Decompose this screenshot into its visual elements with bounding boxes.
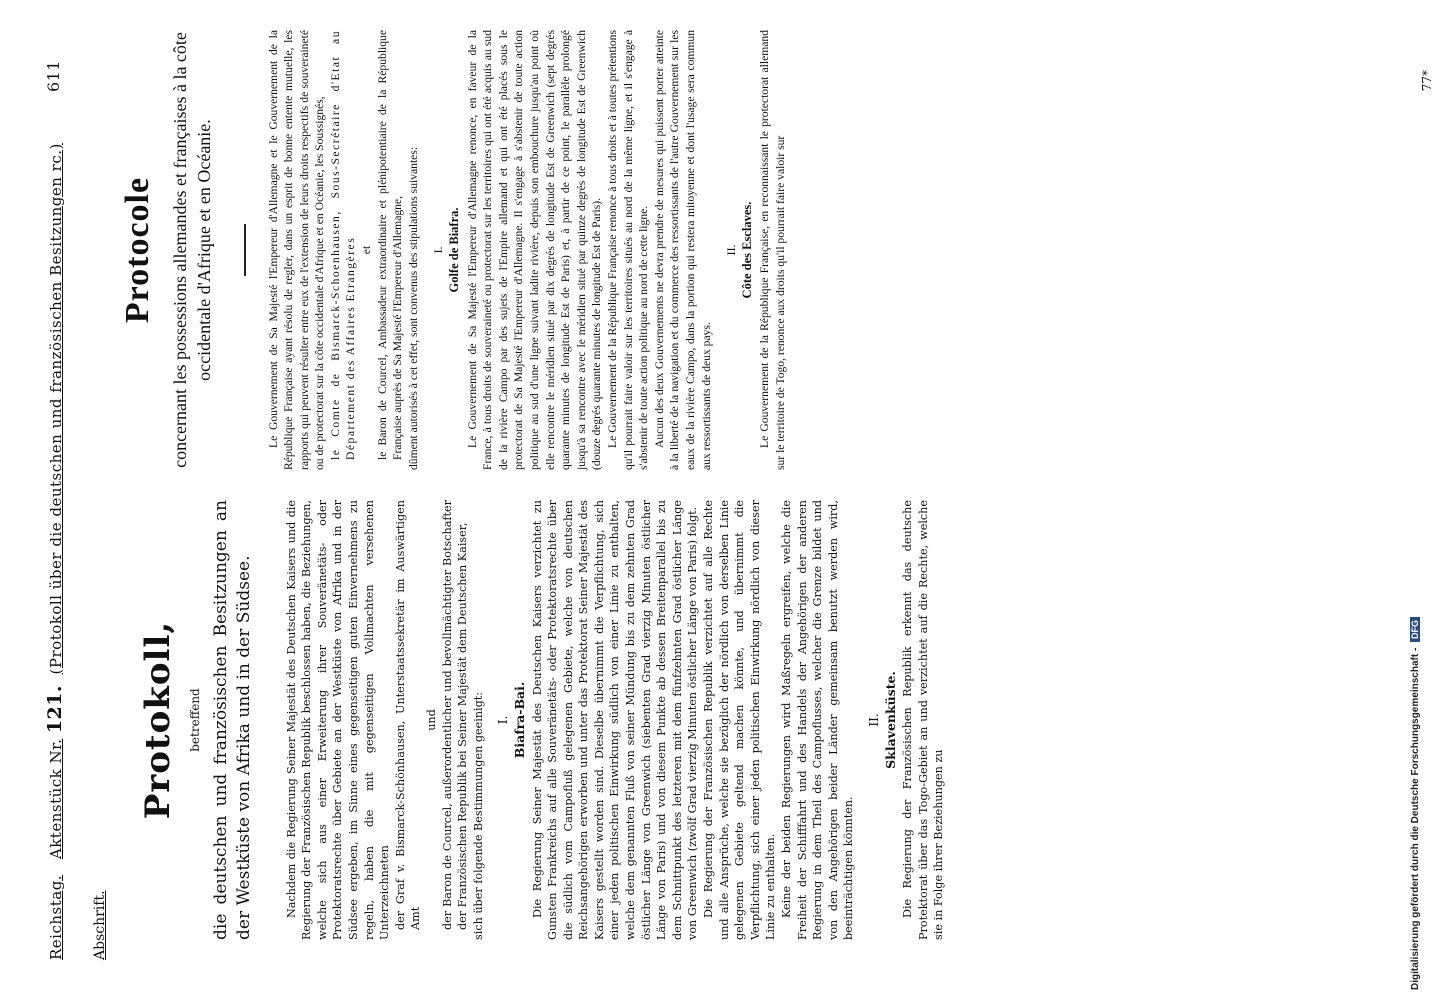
german-betreffend: betreffend <box>188 688 202 752</box>
french-intro: Le Gouvernement de Sa Majesté l'Empereur d'Allemagne et le Gouvernement de la République Française ayant résolu de regler, dans un esprit de bonne entente mutuelle, les rapports qui peuvent résulter entre eux de l'extension de leurs droits respectifs de souveraineté ou de protectorat sur la côte occidentale d'Afrique et en Océanie, les Soussignés, <box>266 30 327 470</box>
german-party-courcel: der Baron de Courcel, außerordentlicher und bevollmächtigter Botschafter der Französischen Republik bei Seiner Majestät dem Deutschen Kaiser, <box>440 500 470 930</box>
digitization-credit <box>1410 0 1421 990</box>
page-number: 611 <box>44 60 63 93</box>
german-section-2-number: II. <box>866 713 881 727</box>
abschrift-label: Abschrift. <box>92 890 108 960</box>
german-section-1-para-1: Die Regierung Seiner Majestät des Deutschen Kaisers verzichtet zu Gunsten Frankreichs auf alle Souveränetäts- oder Protektoratsrechte über die südlich vom Campofluß gelegenen Gebiete, welche von deutschen Reichsangehörigen erworben und unter das Protektorat Seiner Majestät des Kaisers gestellt worden sind. Dieselbe übernimmt die Verpflichtung, sich einer jeden politischen Einwirkung südlich von einer Linie zu enthalten, welche dem genannten Fluß von seiner Mündung bis zu dem zehnten Grad östlicher Länge von Greenwich (siebenten Grad vierzig Minuten östlicher Länge von Paris) und von diesem Punkte ab dessen Breitenparallel bis zu dem Schnittpunkt des letzteren mit dem fünfzehnten Grad östlicher Länge von Greenwich (zwölf Grad vierzig Minuten östlicher Länge von Paris) folgt. <box>530 500 700 940</box>
german-agreed: sich über folgende Bestimmungen geeinigt: <box>471 691 485 940</box>
header-left <box>44 143 66 960</box>
german-section-1-number: I. <box>496 715 511 725</box>
digitization-text: Digitalisierung gefördert durch die Deutsche Forschungsgemeinschaft - <box>1410 647 1421 990</box>
german-column <box>80 500 947 940</box>
french-et: et <box>360 245 374 255</box>
dfg-logo: DFG <box>1410 617 1420 642</box>
french-party-bismarck: le Comte de Bismarck-Schoenhausen, Sous-Secrétaire d'Etat au Département des Affaires Etrangères <box>328 30 358 460</box>
german-party-bismarck: der Graf v. Bismarck-Schönhausen, Unterstaatssekretär im Auswärtigen Amt <box>393 500 423 930</box>
french-section-1-number: I. <box>431 246 446 254</box>
french-section-2-number: II. <box>724 244 739 256</box>
german-und: und <box>424 709 438 731</box>
header-aktenstueck: Aktenstück Nr. <box>47 738 65 860</box>
french-section-2-para-1: Le Gouvernement de la République Française, en reconnaissant le protectorat allemand sur le territoire de Togo, renonce aux droits qu'il pourrait faire valoir sur <box>758 30 787 470</box>
title-divider <box>244 224 246 276</box>
german-title: Protokoll, <box>138 620 178 820</box>
german-subtitle: die deutschen und französischen Besitzungen an der Westküste von Afrika und in der Südsee. <box>210 500 254 940</box>
french-party-courcel: le Baron de Courcel, Ambassadeur extraordinaire et plénipotentiaire de la République Française auprès de Sa Majesté l'Empereur d'Allemagne, <box>375 30 405 460</box>
german-section-1-para-3: Keine der beiden Regierungen wird Maßregeln ergreifen, welche die Freiheit der Schifffahrt und des Handels der Angehörigen der anderen Regierung in dem Theil des Campoflusses, welcher die Grenze bildet und von den Angehörigen beider Länder gemeinsam benutzt werden wird, beeinträchtigen könnten. <box>780 500 856 940</box>
signature-mark: 77* <box>1420 70 1434 92</box>
french-section-2-title: Côte des Esclaves. <box>739 201 754 299</box>
german-section-2-para-1: Die Regierung der Französischen Republik erkennt das deutsche Protektorat über das Togo-Gebiet an und verzichtet auf die Rechte, welche sie in Folge ihrer Beziehungen zu <box>901 500 946 940</box>
german-intro: Nachdem die Regierung Seiner Majestät des Deutschen Kaisers und die Regierung der Französischen Republik beschlossen haben, die Beziehungen, welche sich aus einer Erweiterung ihrer Souveränetäts- oder Protektoratsrechte über Gebiete an der Westküste von Afrika und in der Südsee ergeben, im Sinne eines gegenseitigen guten Einvernehmens zu regeln, haben die mit gegenseitigen Vollmachten versehenen Unterzeichneten <box>284 500 392 940</box>
running-header <box>44 60 70 960</box>
german-section-1-para-2: Die Regierung der Französischen Republik verzichtet auf alle Rechte und alle Ansprüche, welche sie bezüglich der nördlich von derselben Linie gelegenen Gebiete geltend machen könnte, und übernimmt die Verpflichtung, sich einer jeden politischen Einwirkung nördlich von dieser Linie zu enthalten. <box>702 500 778 940</box>
french-section-1-para-3: Aucun des deux Gouvernements ne devra prendre de mesures qui puissent porter atteinte à la liberté de la navigation et du commerce des ressortissants de l'autre Gouvernement sur les eaux de la rivière Campo, dans la portion qui restera mitoyenne et dont l'usage sera commun aux ressortissants de deux pays. <box>652 30 713 470</box>
header-number: 121. <box>44 684 66 734</box>
header-reichstag: Reichstag. <box>47 874 65 960</box>
french-section-1-title: Golfe de Biafra. <box>447 207 462 293</box>
french-subtitle: concernant les possessions allemandes et françaises à la côte occidentale d'Afrique et en Océanie. <box>170 32 214 468</box>
french-agreed: dûment autorisés à cet effet, sont convenus des stipulations suivantes: <box>406 146 420 470</box>
french-column <box>80 30 789 470</box>
french-title: Protocole <box>119 176 156 324</box>
header-title: (Protokoll über die deutschen und französischen Besitzungen rc.) <box>47 143 65 675</box>
french-section-1-para-2: Le Gouvernement de la République Française renonce à tous droits et à toutes prétentions qu'il pourrait faire valoir sur les territoires situés au nord de la même ligne, et il s'engage à s'abstenir de toute action politique au nord de cette ligne. <box>605 30 651 470</box>
german-section-2-title: Sklavenküste. <box>882 671 898 769</box>
german-section-1-title: Biafra-Bai. <box>511 681 527 759</box>
french-section-1-para-1: Le Gouvernement de Sa Majesté l'Empereur d'Allemagne renonce, en faveur de la France, à tous droits de souveraineté ou protectorat sur les territoires qui ont été acquis au sud de la rivière Campo par des sujets de l'Empire allemand et qui ont été placés sous le protectorat de Sa Majesté l'Empereur d'Allemagne. Il s'engage à s'abstenir de toute action politique au sud d'une ligne suivant ladite rivière, depuis son embouchure jusqu'au point où elle rencontre le méridien situé par dix degrés de longitude Est de Greenwich (sept degrés quarante minutes de longitude Est de Paris) et, à partir de ce point, le parallèle prolongé jusqu'à sa rencontre avec le méridien situé par quinze degrés de longitude Est de Greenwich (douze degrés quarante minutes de longitude Est de Paris). <box>465 30 604 470</box>
